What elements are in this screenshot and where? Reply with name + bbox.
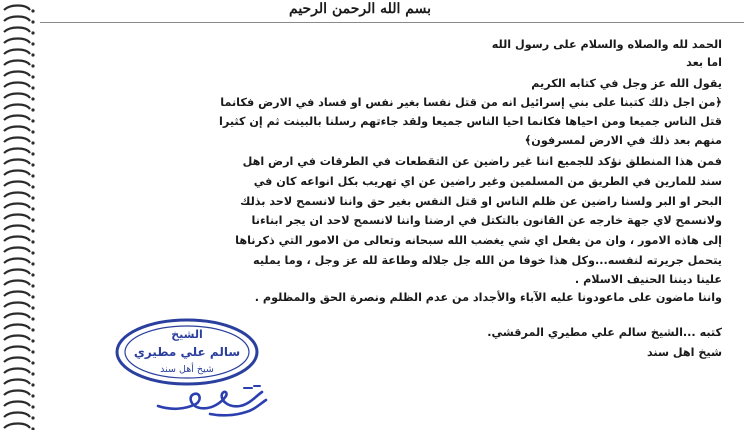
- spiral-hole: [31, 174, 34, 177]
- spiral-ring: [4, 424, 30, 429]
- spiral-hole: [31, 152, 34, 155]
- body-line: واننا ماضون على ماعودونا عليه الآباء والأجداد من عدم الظلم ونصرة الحق والمظلوم .: [254, 291, 722, 304]
- spiral-ring: [4, 94, 30, 99]
- spiral-ring: [4, 402, 30, 407]
- spiral-ring: [4, 413, 30, 418]
- spiral-hole: [31, 383, 34, 386]
- quran-verse-line: قتل الناس جميعا ومن احياها فكانما احيا الناس جميعا ولقد جاءتهم رسلنا بالبينت ثم إن كثيرا: [219, 115, 722, 128]
- spiral-hole: [31, 361, 34, 364]
- spiral-ring: [4, 347, 30, 352]
- spiral-hole: [31, 251, 34, 254]
- spiral-ring: [4, 204, 30, 209]
- stamp-title: الشيخ: [171, 328, 203, 341]
- spiral-hole: [31, 405, 34, 408]
- spiral-ring: [4, 72, 30, 77]
- spiral-hole: [31, 163, 34, 166]
- spiral-hole: [31, 75, 34, 78]
- spiral-hole: [31, 394, 34, 397]
- spiral-hole: [31, 185, 34, 188]
- spiral-ring: [4, 182, 30, 187]
- spiral-ring: [4, 303, 30, 308]
- spiral-hole: [31, 229, 34, 232]
- spiral-ring: [4, 292, 30, 297]
- spiral-hole: [31, 416, 34, 419]
- spiral-hole: [31, 86, 34, 89]
- stamp-name: سالم علي مطيري: [133, 345, 241, 359]
- spiral-ring: [4, 83, 30, 88]
- spiral-hole: [31, 262, 34, 265]
- spiral-ring: [4, 281, 30, 286]
- body-line: البحر او البر ولسنا راضين عن ظلم الناس او قتل النفس بغير حق واننا لانسمح لاحد بذلك: [240, 195, 722, 208]
- spiral-ring: [4, 336, 30, 341]
- spiral-hole: [31, 64, 34, 67]
- spiral-hole: [31, 53, 34, 56]
- body-line: يتحمل جريرته لنفسه...وكل هذا خوفا من الله جل جلاله وطاعة لله عز وجل ، وما يمليه: [253, 254, 722, 267]
- spiral-hole: [31, 31, 34, 34]
- spiral-ring: [4, 325, 30, 330]
- spiral-ring: [4, 215, 30, 220]
- spiral-ring: [4, 259, 30, 264]
- handwritten-signature: [150, 380, 280, 420]
- body-line: علينا ديننا الحنيف الاسلام .: [574, 273, 722, 286]
- body-line: إلى هاذه الامور ، وان من يفعل اي شي يغضب الله سبحانه وتعالى من الامور التي ذكرناها: [235, 234, 722, 247]
- spiral-ring: [4, 61, 30, 66]
- spiral-ring: [4, 314, 30, 319]
- body-line: سند للمارين في الطريق من المسلمين وغير راضين عن اي تهريب بكل انواعه كان في: [253, 175, 722, 188]
- body-line: يقول الله عز وجل في كتابه الكريم: [531, 77, 722, 90]
- spiral-hole: [31, 317, 34, 320]
- spiral-ring: [4, 380, 30, 385]
- spiral-ring: [4, 171, 30, 176]
- body-line: فمن هذا المنطلق نؤكد للجميع اننا غير راضين عن التقطعات في الطرقات في ارض اهل: [242, 155, 722, 168]
- basmala-heading: بسم الله الرحمن الرحيم: [289, 1, 431, 17]
- spiral-ring: [4, 391, 30, 396]
- spiral-ring: [4, 193, 30, 198]
- spiral-ring: [4, 138, 30, 143]
- spiral-hole: [31, 240, 34, 243]
- spiral-hole: [31, 20, 34, 23]
- spiral-hole: [31, 284, 34, 287]
- spiral-hole: [31, 196, 34, 199]
- spiral-hole: [31, 141, 34, 144]
- spiral-hole: [31, 273, 34, 276]
- spiral-hole: [31, 9, 34, 12]
- spiral-hole: [31, 372, 34, 375]
- spiral-ring: [4, 127, 30, 132]
- opening-line: الحمد لله والصلاه والسلام على رسول الله: [491, 38, 722, 51]
- spiral-ring: [4, 17, 30, 22]
- body-line: اما بعد: [686, 56, 722, 69]
- spiral-hole: [31, 97, 34, 100]
- spiral-ring: [4, 6, 30, 11]
- quran-verse-line: منهم بعد ذلك في الارض لمسرفون﴾: [524, 134, 722, 147]
- spiral-hole: [31, 130, 34, 133]
- spiral-hole: [31, 295, 34, 298]
- quran-verse-line: ﴿من اجل ذلك كتبنا على بني إسرائيل انه من قتل نفسا بغير نفس او فساد في الارض فكانما: [220, 96, 722, 109]
- author-title-line: شيخ اهل سند: [646, 346, 722, 359]
- spiral-ring: [4, 369, 30, 374]
- spiral-binding: [0, 0, 38, 430]
- spiral-hole: [31, 42, 34, 45]
- spiral-ring: [4, 39, 30, 44]
- body-line: ولانسمح لاي جهة خارجه عن القانون بالتكتل في ارضنا واننا لانسمح لاحد ان يجر ابناءنا: [251, 214, 722, 227]
- author-line: كتبه ...الشيخ سالم علي مطيري المرقشي.: [487, 326, 722, 339]
- spiral-hole: [31, 350, 34, 353]
- spiral-hole: [31, 306, 34, 309]
- spiral-ring: [4, 270, 30, 275]
- spiral-hole: [31, 218, 34, 221]
- spiral-ring: [4, 28, 30, 33]
- spiral-ring: [4, 105, 30, 110]
- spiral-ring: [4, 160, 30, 165]
- spiral-ring: [4, 50, 30, 55]
- spiral-hole: [31, 119, 34, 122]
- spiral-hole: [31, 108, 34, 111]
- spiral-ring: [4, 226, 30, 231]
- official-stamp: [112, 316, 262, 388]
- spiral-ring: [4, 248, 30, 253]
- spiral-hole: [31, 339, 34, 342]
- spiral-hole: [31, 207, 34, 210]
- spiral-hole: [31, 328, 34, 331]
- spiral-ring: [4, 149, 30, 154]
- header-rule: [40, 22, 744, 23]
- spiral-ring: [4, 358, 30, 363]
- stamp-subtitle: شيخ أهل سند: [160, 364, 214, 375]
- spiral-ring: [4, 237, 30, 242]
- spiral-ring: [4, 116, 30, 121]
